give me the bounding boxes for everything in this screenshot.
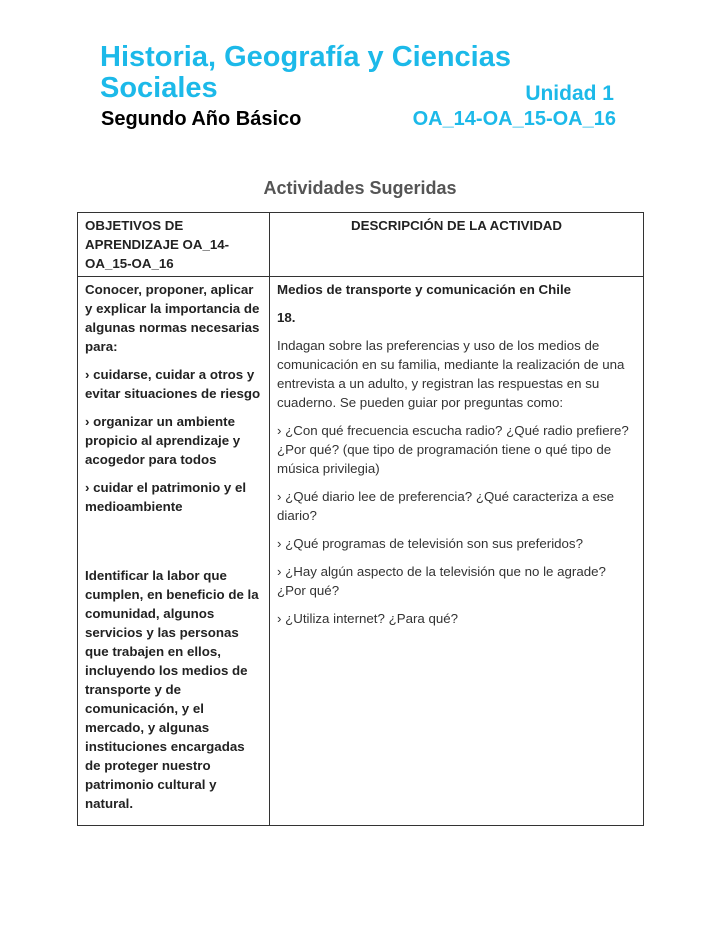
activity-cell — [270, 277, 644, 826]
objectives-cell — [78, 277, 270, 826]
table-header-row — [78, 213, 644, 277]
table-row — [78, 277, 644, 826]
objective-text: Conocer, proponer, aplicar y explicar la importancia de algunas normas necesarias para: — [85, 282, 260, 354]
objective-bullet: › organizar un ambiente propicio al aprendizaje y acogedor para todos — [85, 414, 241, 467]
question: › ¿Utiliza internet? ¿Para qué? — [277, 611, 459, 626]
col1-header: OBJETIVOS DE APRENDIZAJE OA_14-OA_15-OA_16 — [78, 213, 270, 277]
activity-intro: Indagan sobre las preferencias y uso de los medios de comunicación en su familia, mediante la realización de una entrevista a un adulto, y registran las respuestas en su cuaderno. Se pueden guiar por preguntas como: — [277, 338, 625, 410]
question: › ¿Con qué frecuencia escucha radio? ¿Qué radio prefiere? ¿Por qué? (que tipo de programación tiene o qué tipo de música privilegia) — [277, 423, 629, 476]
activity-title: Medios de transporte y comunicación en Chile — [277, 282, 572, 297]
oa-label: OA_14-OA_15-OA_16 — [412, 108, 616, 130]
activities-table — [77, 212, 644, 826]
section-title: Actividades Sugeridas — [263, 178, 457, 198]
objective-bullet: › cuidarse, cuidar a otros y evitar situaciones de riesgo — [85, 367, 261, 401]
col2-header: DESCRIPCIÓN DE LA ACTIVIDAD — [270, 213, 644, 277]
question: › ¿Hay algún aspecto de la televisión que no le agrade? ¿Por qué? — [277, 564, 606, 598]
grade-label: Segundo Año Básico — [101, 108, 302, 130]
question: › ¿Qué programas de televisión son sus preferidos? — [277, 536, 583, 551]
unit-label: Unidad 1 — [525, 82, 614, 105]
question: › ¿Qué diario lee de preferencia? ¿Qué caracteriza a ese diario? — [277, 489, 615, 523]
subject-title: Historia, Geografía y Ciencias Sociales — [100, 41, 511, 104]
objective-bullet: › cuidar el patrimonio y el medioambiente — [85, 480, 247, 514]
objective-text-2: Identificar la labor que cumplen, en beneficio de la comunidad, algunos servicios y las personas que trabajen en ellos, incluyendo los medios de transporte y de comunicación, y el mercado, y algunas instituciones encargadas de proteger nuestro patrimonio cultural y natural. — [85, 568, 259, 811]
activity-number: 18. — [277, 310, 296, 325]
